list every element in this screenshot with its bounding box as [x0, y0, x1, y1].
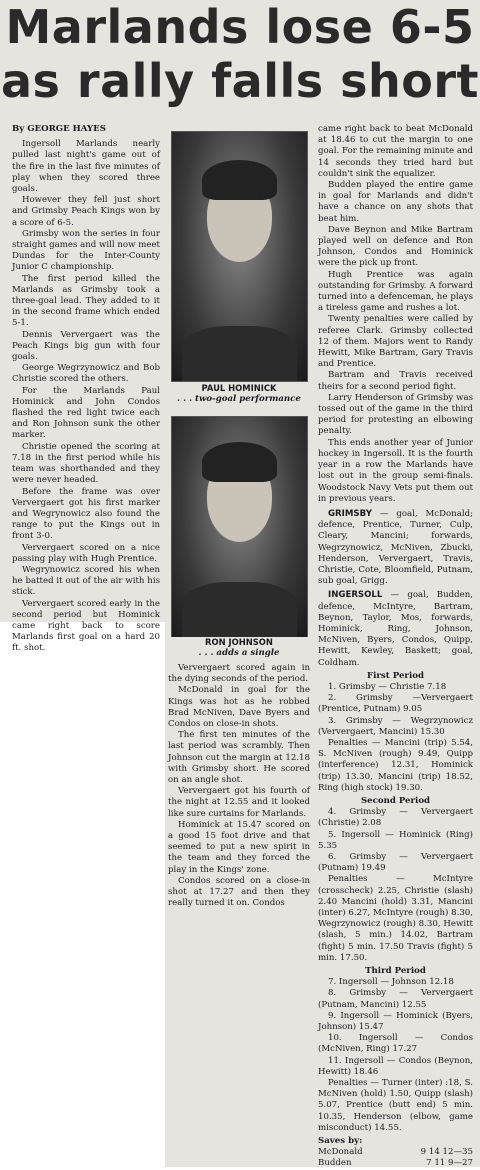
photo-hair [202, 160, 277, 200]
headline-line-2: as rally falls short [0, 54, 480, 108]
paragraph: Dave Beynon and Mike Bartram played well on defence and Ron Johnson, Condos and Hominick were the pick up front. [318, 224, 473, 269]
paragraph: Ververgaert got his fourth of the night at 12.55 and it looked like sure curtains for Marlands. [168, 786, 310, 819]
paragraph: For the Marlands Paul Hominick and John Condos flashed the red light twice each and Ron Johnson sunk the other marker. [12, 385, 160, 441]
saves-row [318, 1147, 473, 1158]
photo-paul-hominick [171, 131, 308, 382]
goalie-name: McDonald [318, 1147, 363, 1158]
photo-caption-2 [168, 637, 310, 659]
paragraph: came right back to beat McDonald at 18.46 to cut the margin to one goal. For the remaining minute and 14 seconds they tried hard but couldn't sink the equalizer. [318, 124, 473, 179]
paragraph: Budden played the entire game in goal for Marlands and didn't have a chance on any shots that beat him. [318, 180, 473, 224]
lineup-players-ingersoll: — goal, Budden, defence, McIntyre, Bartram, Beynon, Taylor, Mos, forwards, Hominick, Ring, Johnson, McNiven, Byers, Condos, Quipp, Hewitt, Kewley, Baskett; goal, Coldham. [318, 590, 473, 668]
paragraph: Ververgaert scored again in the dying seconds of the period. [168, 663, 310, 685]
summary-line: Penalties — Mancini (trip) 5.54, S. McNiven (rough) 9.49, Quipp (interference) 12.31, Hominick (trip) 13.30, Mancini (trip) 18.52, Ring (high stock) 19.30. [318, 737, 473, 793]
summary-line: Penalties — Turner (inter) :18, S. McNiven (hold) 1.50, Quipp (slash) 5.07, Prentice (butt end) 5 min. 10.35, Henderson (elbow, game misconduct) 14.55. [318, 1078, 473, 1133]
summary-line: 8. Grimsby — Ververgaert (Putnam, Mancini) 12.55 [318, 988, 473, 1010]
summary-line: 2. Grimsby —Ververgaert (Prentice, Putnam) 9.05 [318, 693, 473, 715]
summary-line: 1. Grimsby — Christie 7.18 [328, 681, 447, 692]
photo-caption-1 [168, 383, 310, 405]
paragraph: Larry Henderson of Grimsby was tossed out of the game in the third period for protesting an elbowing penalty. [318, 392, 473, 437]
summary-line: 9. Ingersoll — Hominick (Byers, Johnson) 15.47 [318, 1010, 473, 1033]
lineup-team-ingersoll: INGERSOLL [328, 590, 383, 601]
caption-description: . . . two-goal performance [177, 394, 301, 404]
caption-name: PAUL HOMINICK [201, 383, 277, 393]
saves-table [318, 1136, 473, 1170]
summary-line: 3. Grimsby — Wegrzynowicz (Ververgaert, Mancini) 15.30 [318, 715, 473, 737]
photo-jersey [182, 582, 297, 637]
period-heading-2: Second Period [360, 795, 431, 806]
saves-numbers: 7 11 9—27 [426, 1158, 473, 1169]
photo-jersey [182, 326, 297, 381]
lineup-players-grimsby: — goal, McDonald; defence, Prentice, Turner, Culp, Cleary, Mancini; forwards, Wegrzynowicz, McNiven, Zbucki, Henderson, Ververgaert, Travis, Christie, Cote, Bloomfield, Putnam, sub goal, Grigg. [318, 508, 473, 587]
lineup-ingersoll [318, 590, 473, 668]
paragraph: However they fell just short and Grimsby Peach Kings won by a score of 6-5. [12, 195, 160, 228]
article-column-3 [318, 124, 473, 1170]
paragraph: Wegrynowicz scored his when he batted it out of the air with his stick. [12, 564, 160, 598]
article-column-2 [168, 663, 310, 909]
paragraph: Grimsby won the series in four straight games and will now meet Dundas for the Inter-County Junior C championship. [12, 228, 160, 273]
paragraph: Dennis Ververgaert was the Peach Kings big gun with four goals. [12, 329, 160, 363]
paragraph: Hugh Prentice was again outstanding for Grimsby. A forward turned into a defenceman, he plays a tireless game and rushes a lot. [318, 269, 473, 314]
summary-line: 7. Ingersoll — Johnson 12.18 [328, 977, 454, 988]
summary-line: Penalties — McIntyre (crosscheck) 2.25, Christie (slash) 2.40 Mancini (hold) 3.31, Mancini (inter) 6.27, McIntyre (rough) 8.30, Wegrzynowicz (rough) 8.30, Hewitt (slash, 5 min.) 14.02, Bartram (fight) 5 min. 17.50 Travis (fight) 5 min. 17.50. [318, 874, 473, 963]
paragraph: The first ten minutes of the last period was scrambly. Then Johnson cut the margin at 12.18 with Grimsby short. He scored on an angle shot. [168, 730, 310, 786]
summary-line: 5. Ingersoll — Hominick (Ring) 5.35 [318, 829, 473, 851]
caption-name: RON JOHNSON [205, 637, 273, 647]
summary-line: 10. Ingersoll — Condos (McNiven, Ring) 17.27 [318, 1033, 473, 1055]
article-column-1 [12, 124, 160, 655]
paragraph: Ingersoll Marlands nearly pulled last night's game out of the fire in the last five minutes of play when they scored three goals. [12, 139, 160, 195]
paragraph: George Wegrzynowicz and Bob Christie scored the others. [12, 363, 160, 385]
goalie-name: Budden [318, 1158, 352, 1169]
paragraph: This ends another year of Junior hockey in Ingersoll. It is the fourth year in a row the Marlands have lost out in the group semi-finals. Woodstock Navy Vets put them out in previous years. [318, 437, 473, 504]
paragraph: Ververgaert scored on a nice passing play with Hugh Prentice. [12, 542, 160, 564]
lineup-team-grimsby: GRIMSBY [328, 508, 372, 519]
paragraph: Before the frame was over Ververgaert got his first marker and Wegrynowicz also found the range to put the Kings out in front 3-0. [12, 486, 160, 542]
paragraph: McDonald in goal for the Kings was hot as he robbed Brad McNiven, Dave Byers and Condos on close-in shots. [168, 685, 310, 730]
summary-line: 6. Grimsby — Ververgaert (Putnam) 19.49 [318, 852, 473, 874]
paragraph: Hominick at 15.47 scored on a good 15 foot drive and that seemed to put a new spirit in the team and they forced the play in the Kings' zone. [168, 819, 310, 875]
caption-description: . . . adds a single [198, 648, 280, 658]
saves-row [318, 1158, 473, 1169]
period-heading-3: Third Period [365, 966, 426, 977]
paragraph: Condos scored on a close-in shot at 17.27 and then they really turned it on. Condos [168, 875, 310, 909]
saves-title: Saves by: [318, 1136, 363, 1147]
lineup-grimsby [318, 509, 473, 587]
saves-numbers: 9 14 12—35 [420, 1147, 473, 1158]
paragraph: Twenty penalties were called by referee Clark. Grimsby collected 12 of them. Majors went to Randy Hewitt, Mike Bartram, Gary Travis and Prentice. [318, 314, 473, 370]
paragraph: Bartram and Travis received theirs for a second period fight. [318, 370, 473, 392]
headline [0, 0, 480, 108]
period-heading-1: First Period [367, 670, 424, 681]
paragraph: Christie opened the scoring at 7.18 in the first period while his team was shorthanded and they were never headed. [12, 441, 160, 486]
paragraph: Ververgaert scored early in the second period but Hominick came right back to score Marlands first goal on a hard 20 ft. shot. [12, 598, 160, 654]
photo-hair [202, 442, 277, 482]
photo-ron-johnson [171, 416, 308, 638]
summary-line: 4. Grimsby — Ververgaert (Christie) 2.08 [318, 807, 473, 829]
paragraph: The first period killed the Marlands as Grimsby took a three-goal lead. They added to it in the second frame which ended 5-1. [12, 273, 160, 329]
byline: By GEORGE HAYES [12, 124, 106, 134]
headline-line-1: Marlands lose 6-5 [5, 0, 475, 54]
summary-line: 11. Ingersoll — Condos (Beynon, Hewitt) 18.46 [318, 1055, 473, 1077]
